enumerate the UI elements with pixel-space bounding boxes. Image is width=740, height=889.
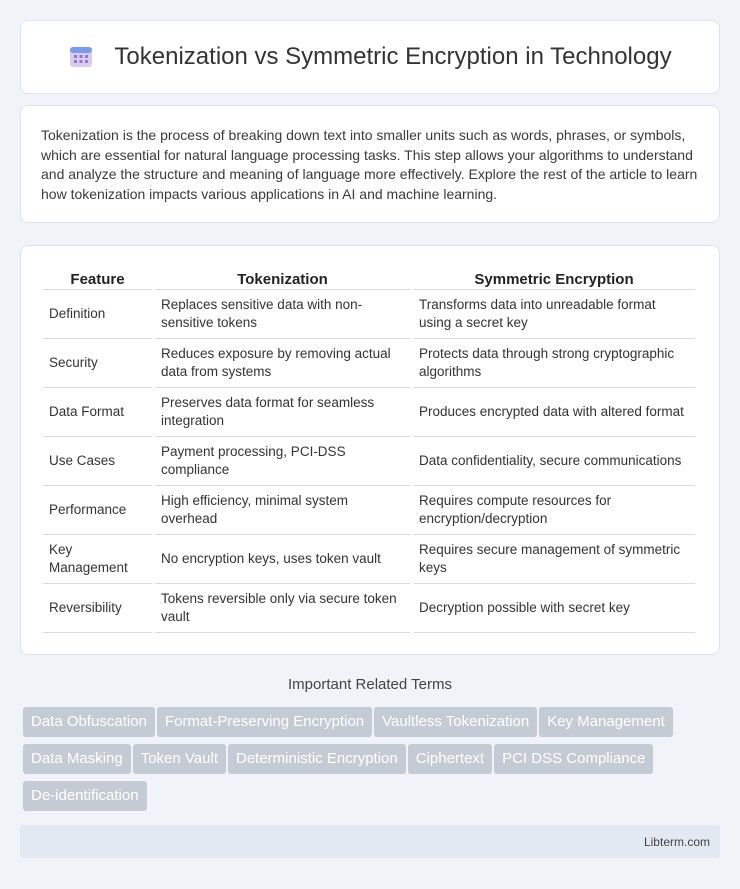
table-row: [43, 339, 695, 388]
comparison-table: [40, 264, 698, 633]
table-row: [43, 584, 695, 633]
table-header-row: [43, 264, 695, 290]
related-term-tag[interactable]: Vaultless Tokenization: [374, 707, 537, 737]
footer: [20, 825, 720, 858]
column-header: Tokenization: [155, 264, 410, 290]
table-cell: No encryption keys, uses token vault: [155, 535, 410, 584]
related-term-tag[interactable]: Deterministic Encryption: [228, 744, 406, 774]
table-cell: Data Format: [43, 388, 152, 437]
table-cell: Tokens reversible only via secure token vault: [155, 584, 410, 633]
column-header: Symmetric Encryption: [413, 264, 695, 290]
table-cell: Preserves data format for seamless integration: [155, 388, 410, 437]
table-cell: Definition: [43, 290, 152, 339]
table-cell: Replaces sensitive data with non-sensitive tokens: [155, 290, 410, 339]
table-cell: Produces encrypted data with altered format: [413, 388, 695, 437]
table-cell: Protects data through strong cryptographic algorithms: [413, 339, 695, 388]
intro-card: [20, 105, 720, 223]
page-title: Tokenization vs Symmetric Encryption in Technology: [114, 43, 672, 70]
table-cell: Requires compute resources for encryption/decryption: [413, 486, 695, 535]
table-cell: Decryption possible with secret key: [413, 584, 695, 633]
table-cell: Transforms data into unreadable format using a secret key: [413, 290, 695, 339]
table-cell: High efficiency, minimal system overhead: [155, 486, 410, 535]
table-cell: Reduces exposure by removing actual data from systems: [155, 339, 410, 388]
table-row: [43, 535, 695, 584]
footer-link[interactable]: Libterm.com: [643, 835, 710, 849]
related-term-tag[interactable]: Data Masking: [23, 744, 131, 774]
related-term-tag[interactable]: Key Management: [539, 707, 673, 737]
title-card: [20, 20, 720, 94]
table-icon: [68, 44, 94, 70]
related-terms-title: Important Related Terms: [288, 676, 452, 693]
related-term-tag[interactable]: De-identification: [23, 781, 147, 811]
related-term-tag[interactable]: Ciphertext: [408, 744, 492, 774]
related-term-tag[interactable]: Data Obfuscation: [23, 707, 155, 737]
table-cell: Reversibility: [43, 584, 152, 633]
related-term-tag[interactable]: PCI DSS Compliance: [494, 744, 653, 774]
table-cell: Performance: [43, 486, 152, 535]
table-cell: Security: [43, 339, 152, 388]
comparison-card: [20, 245, 720, 655]
table-row: [43, 486, 695, 535]
table-row: [43, 388, 695, 437]
table-cell: Data confidentiality, secure communications: [413, 437, 695, 486]
related-terms-list: [23, 707, 723, 818]
table-row: [43, 437, 695, 486]
related-term-tag[interactable]: Token Vault: [133, 744, 226, 774]
column-header: Feature: [43, 264, 152, 290]
table-cell: Use Cases: [43, 437, 152, 486]
table-cell: Requires secure management of symmetric keys: [413, 535, 695, 584]
table-cell: Key Management: [43, 535, 152, 584]
related-term-tag[interactable]: Format-Preserving Encryption: [157, 707, 372, 737]
table-cell: Payment processing, PCI-DSS compliance: [155, 437, 410, 486]
intro-text: Tokenization is the process of breaking down text into smaller units such as words, phrases, or symbols, which are essential for natural language processing tasks. This step allows your algorithms to understand and analyze the structure and meaning of language more effectively. Explore the rest of the article to learn how tokenization impacts various applications in AI and machine learning.: [41, 127, 698, 202]
table-row: [43, 290, 695, 339]
